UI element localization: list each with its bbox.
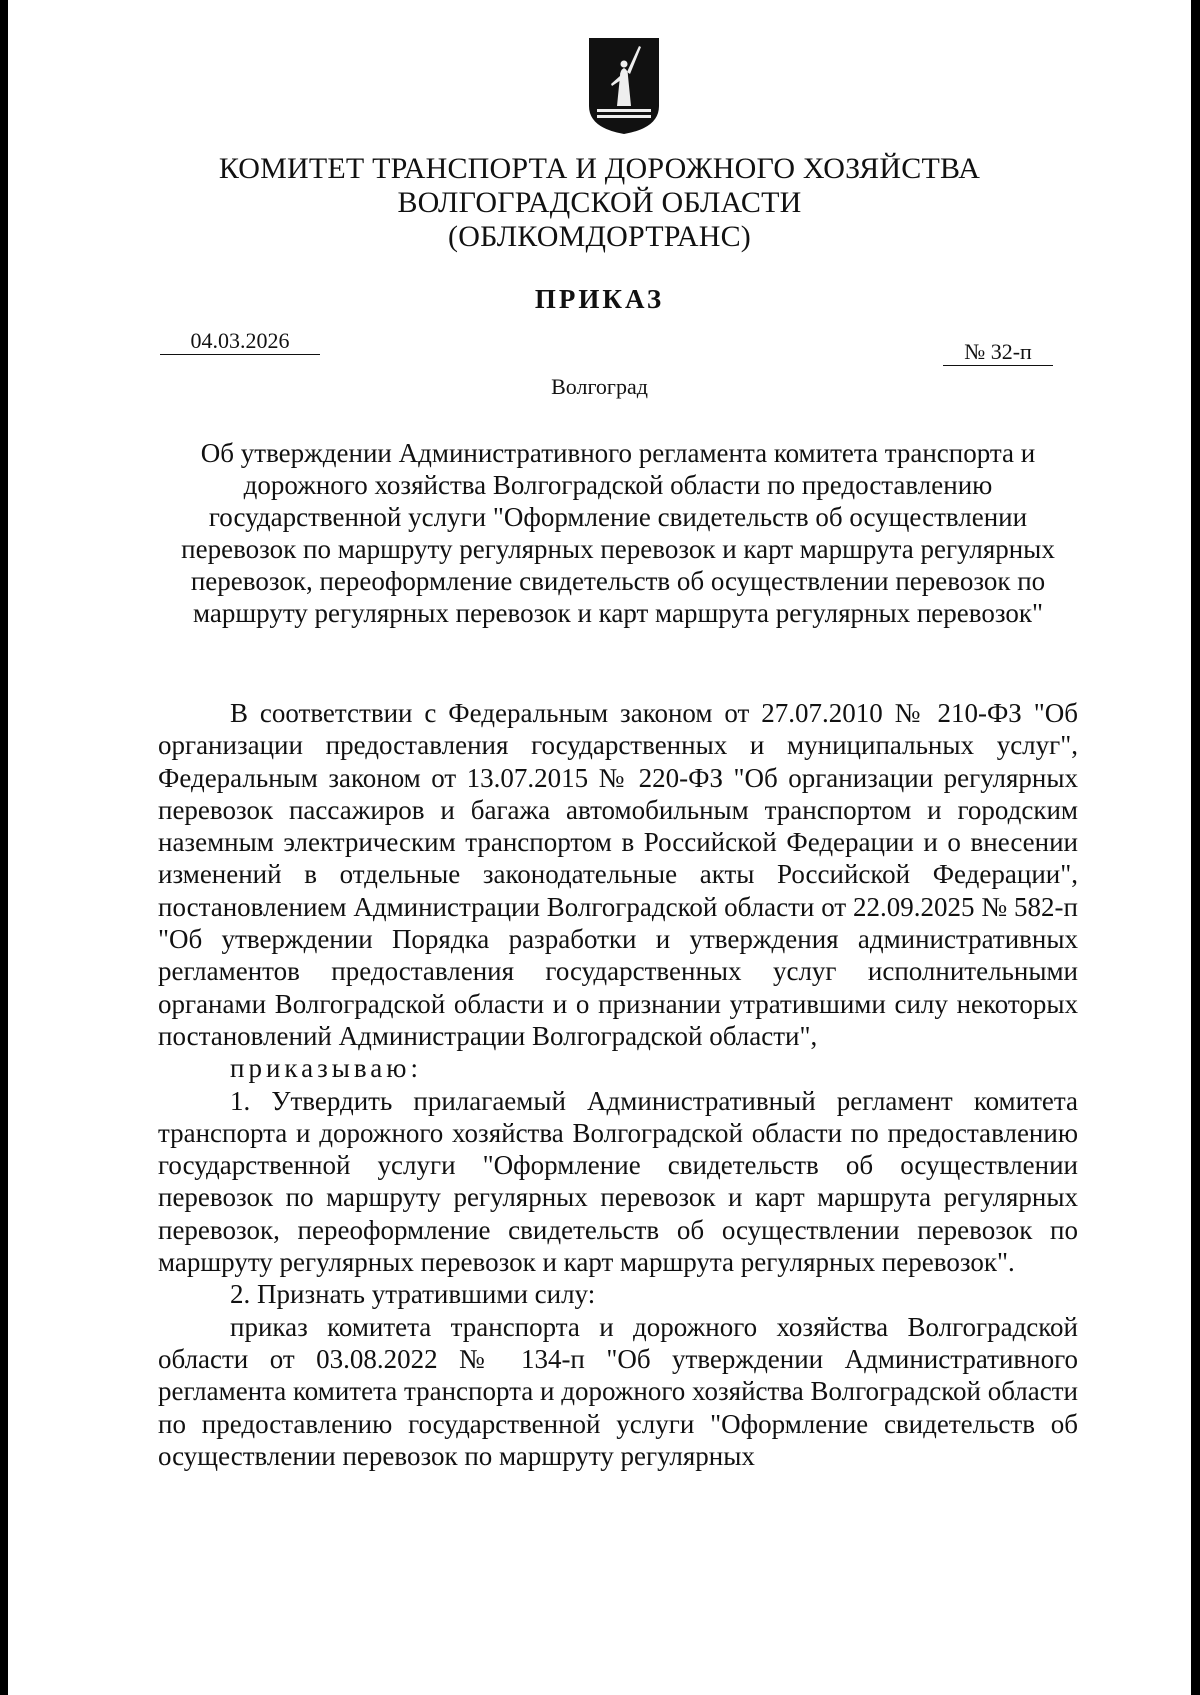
document-body xyxy=(158,697,1078,1472)
organization-name xyxy=(8,152,1191,254)
document-number: № 32-п xyxy=(943,339,1053,366)
document-title: Об утверждении Административного регламента комитета транспорта и дорожного хозяйства Волгоградской области по предоставлению государственной услуги "Оформление свидетельств об осуществлении перевозок по маршруту регулярных перевозок и карт маршрута регулярных перевозок, переоформление свидетельств об осуществлении перевозок по маршруту регулярных перевозок и карт маршрута регулярных перевозок" xyxy=(181,438,1055,628)
document-date: 04.03.2026 xyxy=(160,328,320,355)
org-line-3: (ОБЛКОМДОРТРАНС) xyxy=(448,220,751,253)
document-city: Волгоград xyxy=(551,374,648,399)
item-2-heading: 2. Признать утратившими силу: xyxy=(230,1279,596,1310)
order-word: приказываю: xyxy=(230,1053,422,1084)
coat-of-arms-icon xyxy=(587,36,661,136)
org-line-2: ВОЛГОГРАДСКОЙ ОБЛАСТИ xyxy=(397,186,802,219)
preamble-paragraph: В соответствии с Федеральным законом от 27.07.2010 № 210-ФЗ "Об организации предоставления государственных и муниципальных услуг", Федеральным законом от 13.07.2015 № 220-ФЗ "Об организации регулярных перевозок пассажиров и багажа автомобильным транспортом и городским наземным электрическим транспортом в Российской Федерации и о внесении изменений в отдельные законодательные акты Российской Федерации", постановлением Администрации Волгоградской области от 22.09.2025 № 582-п "Об утверждении Порядка разработки и утверждения административных регламентов предоставления государственных услуг исполнительными органами Волгоградской области и о признании утратившими силу некоторых постановлений Администрации Волгоградской области", xyxy=(158,698,1078,1051)
document-page xyxy=(8,0,1191,1695)
org-line-1: КОМИТЕТ ТРАНСПОРТА И ДОРОЖНОГО ХОЗЯЙСТВА xyxy=(218,152,981,185)
document-type: ПРИКАЗ xyxy=(534,284,665,314)
item-1-paragraph: 1. Утвердить прилагаемый Административный регламент комитета транспорта и дорожного хозяйства Волгоградской области по предоставлению государственной услуги "Оформление свидетельств об осуществлении перевозок по маршруту регулярных перевозок и карт маршрута регулярных перевозок, переоформление свидетельств об осуществлении перевозок по маршруту регулярных перевозок и карт маршрута регулярных перевозок". xyxy=(158,1085,1078,1278)
item-2-text: приказ комитета транспорта и дорожного хозяйства Волгоградской области от 03.08.2022 № 134-п "Об утверждении Административного регламента комитета транспорта и дорожного хозяйства Волгоградской области по предоставлению государственной услуги "Оформление свидетельств об осуществлении перевозок по маршруту регулярных xyxy=(158,1311,1078,1471)
